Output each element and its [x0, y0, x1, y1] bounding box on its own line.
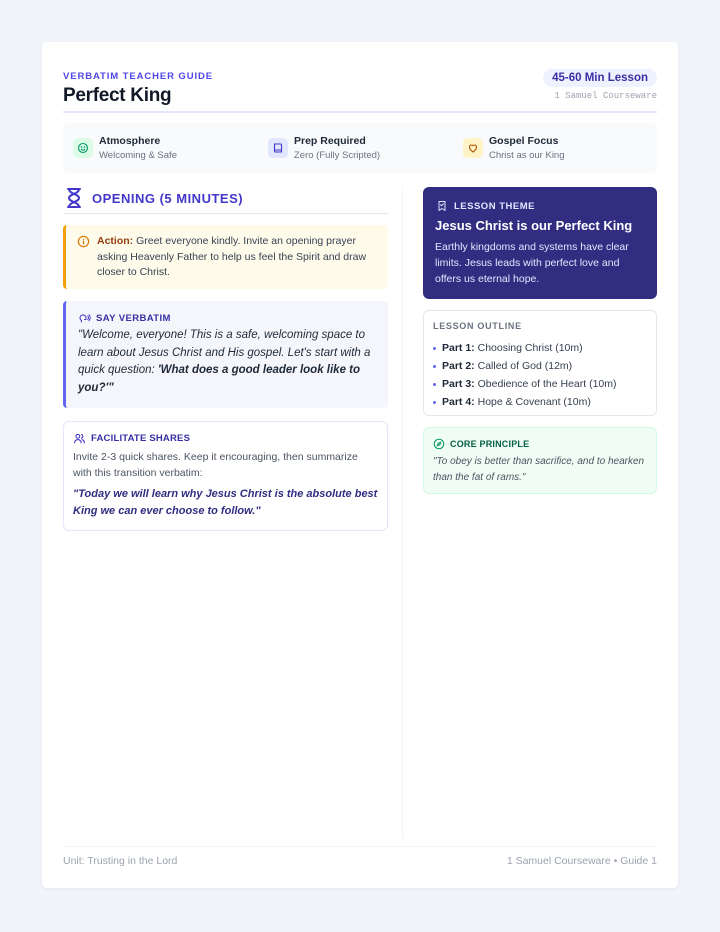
action-text: Greet everyone kindly. Invite an opening prayer asking Heavenly Father to help us feel the Spirit and draw closer to Christ.: [97, 235, 367, 278]
info-subtitle: Welcoming & Safe: [99, 150, 177, 161]
verbatim-label: [79, 312, 171, 324]
info-subtitle: Zero (Fully Scripted): [294, 150, 381, 161]
theme-label: [436, 200, 535, 212]
smile-icon: [73, 138, 93, 158]
info-title: Atmosphere: [99, 135, 161, 147]
duration-badge: 45-60 Min Lesson: [543, 69, 657, 87]
footer-unit: Unit: Trusting in the Lord: [63, 855, 178, 867]
lesson-guide-page: [42, 42, 678, 888]
outline-item: [433, 375, 617, 393]
action-callout: [63, 225, 388, 289]
principle-text: "To obey is better than sacrifice, and to hearken than the fat of rams.": [433, 456, 645, 483]
facilitate-quote: "Today we will learn why Jesus Christ is the absolute best King we can ever choose to follow.": [73, 488, 378, 517]
outline-text: Hope & Covenant (10m): [474, 396, 591, 408]
guide-kicker: VERBATIM TEACHER GUIDE: [63, 71, 213, 82]
say-verbatim-card: [63, 301, 388, 408]
opening-section-header: [63, 186, 388, 214]
facilitate-shares-card: [63, 421, 388, 531]
outline-part: Part 2:: [442, 360, 475, 372]
guide-header: [63, 69, 657, 113]
compass-icon: [433, 438, 445, 450]
outline-part: Part 3:: [442, 378, 475, 390]
info-gospel: [453, 123, 648, 173]
facilitate-label: [73, 432, 190, 445]
info-title: Prep Required: [294, 135, 366, 147]
facilitate-text: Invite 2-3 quick shares. Keep it encouraging, then summarize with this transition verbatim:: [73, 451, 358, 479]
footer-course: 1 Samuel Courseware • Guide 1: [506, 855, 657, 867]
verbatim-text: [78, 327, 374, 397]
lesson-outline-card: [423, 310, 657, 416]
outline-part: Part 1:: [442, 342, 475, 354]
outline-text: Choosing Christ (10m): [474, 342, 583, 354]
lesson-info-bar: [63, 123, 657, 173]
bookmark-icon: [436, 200, 448, 212]
outline-text: Called of God (12m): [474, 360, 573, 372]
course-label: 1 Samuel Courseware: [554, 91, 657, 101]
theme-label-text: LESSON THEME: [454, 200, 535, 212]
action-label: Action:: [97, 235, 134, 247]
page-footer: [63, 846, 657, 874]
page-title: Perfect King: [63, 85, 172, 106]
principle-label-text: CORE PRINCIPLE: [450, 439, 530, 449]
info-title: Gospel Focus: [489, 135, 559, 147]
info-icon: [77, 235, 90, 248]
outline-item: [433, 393, 617, 411]
verbatim-label-text: SAY VERBATIM: [96, 312, 171, 324]
column-divider: [402, 187, 403, 839]
outline-list: [433, 339, 617, 411]
speaking-head-icon: [79, 312, 91, 324]
principle-label: [433, 438, 529, 450]
book-icon: [268, 138, 288, 158]
section-title: OPENING (5 MINUTES): [92, 191, 244, 206]
info-prep: [258, 123, 453, 173]
info-subtitle: Christ as our King: [489, 150, 565, 161]
outline-part: Part 4:: [442, 396, 475, 408]
outline-item: [433, 339, 617, 357]
verbatim-body: "Welcome, everyone! This is a safe, welcoming space to learn about Jesus Christ and His gospel. Let's start with a quick question:: [78, 329, 371, 376]
theme-text: Earthly kingdoms and systems have clear limits. Jesus leads with perfect love and offers us eternal hope.: [435, 241, 629, 285]
hourglass-icon: [66, 188, 82, 208]
verbatim-question: 'What does a good leader look like to you?'": [78, 364, 361, 394]
core-principle-card: [423, 427, 657, 494]
outline-item: [433, 357, 617, 375]
info-atmosphere: [63, 123, 258, 173]
outline-label: LESSON OUTLINE: [433, 321, 522, 331]
outline-text: Obedience of the Heart (10m): [474, 378, 617, 390]
lesson-theme-card: [423, 187, 657, 299]
facilitate-label-text: FACILITATE SHARES: [91, 433, 191, 444]
heart-icon: [463, 138, 483, 158]
theme-title: Jesus Christ is our Perfect King: [435, 218, 633, 233]
users-icon: [73, 432, 86, 445]
